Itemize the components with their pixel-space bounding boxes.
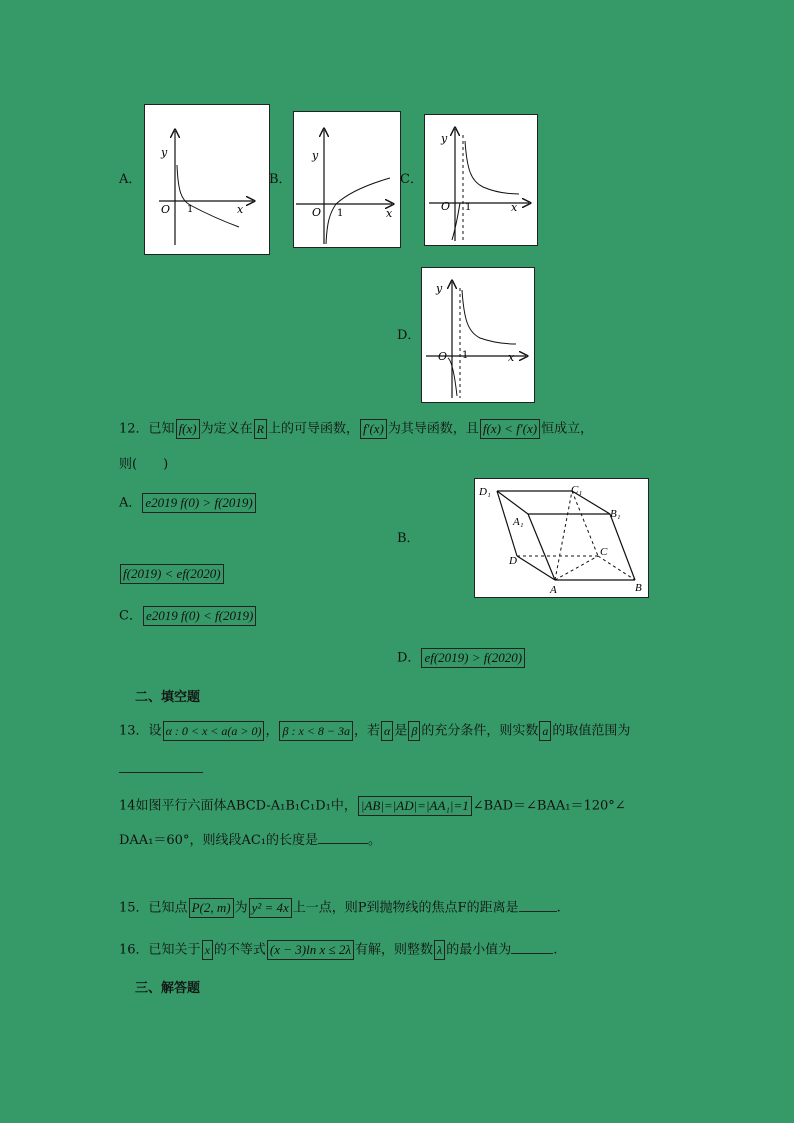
graph-option-b (293, 111, 401, 248)
x-axis-label: x (511, 201, 518, 214)
question-number: 13． (119, 723, 149, 739)
stem-text: 上的可导函数， (267, 421, 359, 437)
section-heading-answer: 三、解答题 (135, 981, 201, 996)
vertex-label: B (635, 582, 642, 594)
tick-one-label: 1 (465, 202, 472, 213)
stem-text: 已知 (148, 421, 175, 437)
answer-blank[interactable] (318, 843, 368, 844)
formula-box: β (408, 721, 420, 741)
graph-a-svg (145, 105, 269, 254)
formula-box: f′(x) (360, 419, 387, 439)
formula-box: β : x < 8 − 3a (279, 721, 353, 741)
formula-box: e2019 f(0) < f(2019) (143, 606, 256, 626)
parallelepiped-figure (474, 478, 649, 598)
stem-text: 为定义在 (200, 421, 253, 437)
question-number: 16． (119, 942, 149, 958)
option-c-label: C． (400, 172, 423, 187)
option-d (397, 648, 526, 668)
option-a (119, 493, 257, 513)
x-axis-label: x (508, 351, 515, 364)
origin-label: O (312, 206, 322, 219)
stem-text: ，若 (353, 723, 380, 739)
question-16-stem (119, 940, 557, 960)
option-b-label: B． (397, 531, 420, 546)
formula-box: f(x) (176, 419, 200, 439)
graph-c-svg (425, 115, 537, 245)
graph-option-a (144, 104, 270, 255)
stem-text: 已知点 (148, 900, 188, 916)
stem-text: 的不等式 (213, 942, 266, 958)
formula-box: R (254, 419, 267, 439)
formula-box: a (539, 721, 551, 741)
formula-box: f(2019) < ef(2020) (120, 564, 224, 584)
stem-text: 是 (394, 723, 408, 739)
graph-d-svg (422, 268, 534, 402)
formula-box: f(x) < f′(x) (480, 419, 540, 439)
vertex-label: C (600, 546, 608, 558)
y-axis-label: y (312, 149, 319, 162)
origin-label: O (438, 350, 448, 363)
tick-one-label: 1 (187, 204, 194, 215)
formula-box: e2019 f(0) > f(2019) (142, 493, 255, 513)
formula-box: |AB|=|AD|=|AA₁|=1 (358, 796, 472, 816)
origin-label: O (441, 200, 451, 213)
stem-text: . (556, 900, 561, 916)
formula-box: α : 0 < x < a(a > 0) (163, 721, 265, 741)
option-letter: A． (119, 495, 142, 511)
stem-text: 已知关于 (148, 942, 201, 958)
vertex-label: A (550, 584, 557, 596)
stem-text: 14如图平行六面体ABCD-A₁B₁C₁D₁中， (119, 798, 357, 814)
stem-text: 的最小值为 (446, 942, 512, 958)
graph-option-c (424, 114, 538, 246)
stem-text: . (553, 942, 558, 958)
option-d-label: D． (397, 328, 421, 343)
origin-label: O (161, 203, 171, 216)
question-13-stem (119, 721, 630, 741)
stem-text: 恒成立， (541, 421, 594, 437)
stem-text: 的取值范围为 (552, 723, 631, 739)
stem-text: 上一点，则P到抛物线的焦点F的距离是 (292, 900, 519, 916)
vertex-label: B₁ (610, 508, 621, 520)
y-axis-label: y (436, 282, 443, 295)
y-axis-label: y (161, 146, 168, 159)
stem-text: 有解，则整数 (355, 942, 434, 958)
question-12-ask: 则( ) (119, 457, 169, 472)
formula-box: y² = 4x (249, 898, 292, 918)
option-letter: C． (119, 608, 142, 624)
question-number: 12． (119, 421, 149, 437)
vertex-label: C₁ (571, 484, 583, 496)
option-c (119, 606, 257, 626)
question-14-line2 (119, 833, 381, 849)
stem-text: 为其导函数，且 (387, 421, 479, 437)
stem-text: 设 (148, 723, 162, 739)
formula-box: λ (434, 940, 445, 960)
graph-option-d (421, 267, 535, 403)
stem-text: 的充分条件，则实数 (421, 723, 539, 739)
question-15-stem (119, 898, 561, 918)
stem-text: 。 (368, 833, 382, 848)
stem-text: DAA₁＝60°，则线段AC₁的长度是 (119, 833, 318, 848)
parallelepiped-svg (475, 479, 648, 597)
stem-text: ， (265, 723, 279, 739)
stem-text: 为 (234, 900, 248, 916)
formula-box: ef(2019) > f(2020) (421, 648, 525, 668)
vertex-label: A₁ (513, 516, 524, 528)
x-axis-label: x (237, 203, 244, 216)
question-number: 15． (119, 900, 149, 916)
x-axis-label: x (386, 207, 393, 220)
y-axis-label: y (441, 132, 448, 145)
section-heading-fill-blank: 二、填空题 (135, 690, 201, 705)
option-letter: D． (397, 650, 421, 666)
graph-b-svg (294, 112, 400, 247)
question-12-stem (119, 419, 593, 439)
option-b-label: B． (269, 172, 292, 187)
answer-blank[interactable] (119, 772, 203, 773)
option-a-label: A． (119, 172, 142, 187)
option-b (119, 564, 225, 584)
tick-one-label: 1 (462, 350, 469, 361)
formula-box: x (202, 940, 213, 960)
question-14-stem (119, 796, 626, 816)
formula-box: (x − 3)ln x ≤ 2λ (267, 940, 354, 960)
vertex-label: D₁ (479, 486, 491, 498)
formula-box: α (381, 721, 393, 741)
tick-one-label: 1 (337, 208, 344, 219)
stem-text: ∠BAD＝∠BAA₁＝120°∠ (472, 798, 626, 814)
formula-box: P(2, m) (189, 898, 234, 918)
vertex-label: D (509, 555, 517, 567)
answer-blank[interactable] (519, 911, 557, 912)
answer-blank[interactable] (511, 953, 553, 954)
